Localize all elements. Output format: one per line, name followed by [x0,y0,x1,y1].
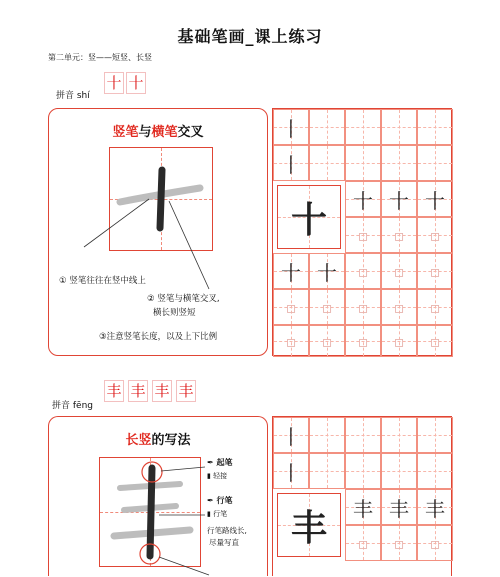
note-2-line2: 横长则竖短 [153,308,196,318]
practice-cell[interactable] [417,453,453,489]
practice-cell[interactable]: ▫ [381,525,417,561]
demo-char-shi-drawing [110,148,214,252]
practice-cell[interactable]: ▫ [417,525,453,561]
lesson-card-feng [48,416,268,576]
card-title [49,429,267,448]
page-title: 基础笔画_课上练习 [177,27,323,46]
practice-cell[interactable]: ▫ [345,217,381,253]
practice-cell[interactable] [381,145,417,181]
note-3: ③注意竖笔长度，以及上下比例 [99,332,218,342]
practice-cell[interactable]: ▫ [345,525,381,561]
practice-cell[interactable]: 丨 [273,417,309,453]
practice-cell[interactable]: ▫ [381,217,417,253]
note-2-line1: ② 竖笔与横笔交叉, [147,294,220,304]
practice-cell[interactable]: 十 [273,253,309,289]
practice-cell[interactable]: 丨 [273,109,309,145]
practice-cell[interactable]: 丰 [345,489,381,525]
pinyin-label-feng: 拼音 fēng [52,401,93,411]
practice-grid-shi [272,108,452,356]
mini-glyph: 十 [126,72,146,94]
practice-cell[interactable]: ▫ [345,325,381,357]
practice-cell[interactable] [345,109,381,145]
practice-cell[interactable]: ▫ [273,289,309,325]
practice-cell[interactable] [345,417,381,453]
practice-cell[interactable] [309,453,345,489]
practice-big-cell[interactable]: 十 [277,185,341,249]
note-1: ① 竖笔往往在竖中线上 [59,276,146,286]
practice-cell[interactable] [381,453,417,489]
practice-cell[interactable]: 十 [381,181,417,217]
mini-glyph: 丰 [176,380,196,402]
mini-glyph: 丰 [104,380,124,402]
practice-cell[interactable]: ▫ [309,289,345,325]
practice-cell[interactable] [417,417,453,453]
label-xingbi: ✒ 行笔 [207,496,233,505]
practice-cell[interactable]: ▫ [381,289,417,325]
practice-cell[interactable]: ▫ [417,253,453,289]
practice-cell[interactable]: 十 [417,181,453,217]
practice-cell[interactable]: ▫ [381,325,417,357]
practice-cell[interactable] [309,109,345,145]
practice-cell[interactable] [345,145,381,181]
practice-cell[interactable]: 十 [345,181,381,217]
label-xingbi-desc2: 尽量写直 [209,538,239,547]
title-suffix: 交叉 [177,125,204,140]
practice-cell[interactable] [417,109,453,145]
practice-cell[interactable]: ▫ [381,253,417,289]
practice-cell[interactable] [309,145,345,181]
practice-big-cell[interactable]: 丰 [277,493,341,557]
mini-glyph: 十 [104,72,124,94]
mini-glyph: 丰 [128,380,148,402]
practice-cell[interactable] [381,109,417,145]
unit-subtitle: 第二单元：竖——短竖、长竖 [48,53,152,62]
practice-cell[interactable] [381,417,417,453]
practice-cell[interactable]: 丰 [381,489,417,525]
practice-cell[interactable]: 丨 [273,145,309,181]
practice-cell[interactable]: ▫ [345,289,381,325]
practice-cell[interactable]: 丨 [273,453,309,489]
demo-glyph-box [109,147,213,251]
practice-cell[interactable]: ▫ [273,325,309,357]
practice-cell[interactable]: 十 [309,253,345,289]
card-title [49,121,267,140]
practice-cell[interactable] [417,145,453,181]
title-stroke-vertical: 竖笔 [112,125,139,140]
label-xingbi-desc1: 行笔路线长, [207,526,247,535]
title-long-vertical: 长竖 [125,433,152,448]
practice-cell[interactable]: ▫ [417,325,453,357]
practice-cell[interactable]: 丰 [417,489,453,525]
practice-cell[interactable]: ▫ [309,325,345,357]
demo-char-feng-drawing [100,458,202,568]
demo-glyph-box [99,457,201,567]
label-qibi: ✒ 起笔 [207,458,233,467]
pinyin-label-shi: 拼音 shí [56,91,90,101]
practice-cell[interactable] [309,417,345,453]
title-connector: 与 [138,125,152,140]
practice-cell[interactable] [345,453,381,489]
mini-glyph: 丰 [152,380,172,402]
practice-cell[interactable]: ▫ [345,253,381,289]
label-xingbi-small: ▮ 行笔 [207,510,228,518]
lesson-card-shi [48,108,268,356]
practice-cell[interactable]: ▫ [417,289,453,325]
practice-grid-feng [272,416,452,576]
practice-cell[interactable]: ▫ [417,217,453,253]
title-stroke-horizontal: 横笔 [151,125,178,140]
label-qingjie: ▮ 轻接 [207,472,228,480]
title-suffix: 的写法 [151,433,191,448]
